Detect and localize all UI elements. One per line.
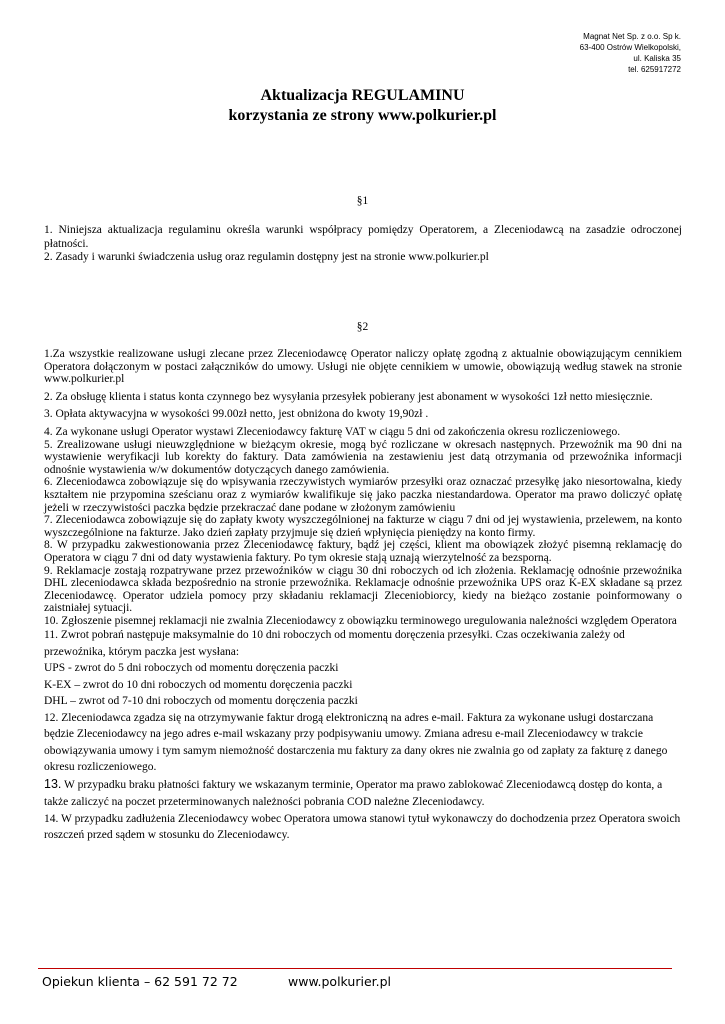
- company-street: ul. Kaliska 35: [633, 54, 681, 63]
- section-2-point-13: [44, 776, 682, 811]
- company-name: Magnat Net Sp. z o.o. Sp k.: [583, 32, 681, 41]
- section-2-point-6: 6. Zleceniodawca zobowiązuje się do wpisywania rzeczywistych wymiarów przesyłki oraz oznaczać przesyłkę jako niesortowalna, kiedy kształtem nie przypomina sześcianu oraz z wymiarów kwalifikuje się jako paczka niestandardowa. Operator ma prawo doliczyć opłatę jeżeli w rzeczywistości paczka będzie przekraczać dane podane w złożonym zamówieniu: [44, 476, 682, 514]
- title-line-2: korzystania ze strony www.polkurier.pl: [228, 107, 497, 124]
- section-2-point-2: 2. Za obsługę klienta i status konta czynnego bez wysyłania przesyłek pobierany jest abonament w wysokości 1zł netto miesięcznie.: [44, 390, 653, 403]
- return-ups: UPS - zwrot do 5 dni roboczych od momentu doręczenia paczki: [44, 662, 339, 675]
- section-2-point-10: 10. Zgłoszenie pisemnej reklamacji nie zwalnia Zleceniodawcy z obowiązku terminowego uregulowania należności względem Operatora: [44, 614, 677, 627]
- company-city: 63-400 Ostrów Wielkopolski,: [579, 43, 681, 52]
- section-2-point-3: 3. Opłata aktywacyjna w wysokości 99.00zł netto, jest obniżona do kwoty 19,90zł .: [44, 408, 429, 421]
- section-2-body: [44, 348, 682, 844]
- return-dhl: DHL – zwrot od 7-10 dni roboczych od momentu doręczenia paczki: [44, 695, 358, 708]
- section-2-point-11: 11. Zwrot pobrań następuje maksymalnie do 10 dni roboczych od momentu doręczenia przesyłki. Czas oczekiwania zależy od przewoźnika, którym paczka jest wysłana:: [44, 629, 625, 658]
- company-address: [580, 31, 681, 75]
- section-2-point-7: 7. Zleceniodawca zobowiązuje się do zapłaty kwoty wyszczególnionej na fakturze w ciągu 7 dni od jej wystawienia, przelewem, na konto wyszczególnione na fakturze. Jako dzień zapłaty przyjmuje się dzień wpłynięcia pieniędzy na konto firmy.: [44, 514, 682, 539]
- section-2-point-9: 9. Reklamacje zostają rozpatrywane przez przewoźników w ciągu 30 dni roboczych od ich złożenia. Reklamację odnośnie przewoźnika DHL zleceniodawca składa bezpośrednio na stronie przewoźnika. Reklamacje odnośnie przewoźnika UPS oraz K-EX składane są przez Zleceniodawcę. Operator udziela pomocy przy składaniu reklamacji Zleceniobiorcy, kiedy na bieżąco zostanie poinformowany o zaistniałej sytuacji.: [44, 564, 682, 615]
- section-2-point-4: 4. Za wykonane usługi Operator wystawi Zleceniodawcy fakturę VAT w ciągu 5 dni od zakończenia okresu rozliczeniowego.: [44, 425, 621, 438]
- point-13-number: 13.: [44, 776, 62, 791]
- footer-website-link[interactable]: www.polkurier.pl: [288, 974, 392, 989]
- company-phone: tel. 625917272: [628, 65, 681, 74]
- section-2-point-5: 5. Zrealizowane usługi nieuwzględnione w bieżącym okresie, mogą być rozliczane w okresach następnych. Przewoźnik ma 90 dni na wystawienie weryfikacji lub korekty do faktury. Data zamówienia na zestawieniu jest datą otrzymania od przewoźnika informacji odnośnie wystawienia w/w dokumentów dotyczących danego zamówienia.: [44, 438, 682, 476]
- footer-contact: Opiekun klienta – 62 591 72 72: [42, 974, 238, 989]
- section-2-point-12: 12. Zleceniodawca zgadza się na otrzymywanie faktur drogą elektroniczną na adres e-mail. Faktura za wykonane usługi dostarczana będzie Zleceniodawcy na jego adres e-mail wskazany przy podpisywaniu umowy. Zmiana adresu e-mail Zleceniodawcy w trakcie obowiązywania umowy i tym samym niemożność dostarczenia mu faktury za dany okres nie zwalnia go od zapłaty za fakturę z danego okresu rozliczeniowego.: [44, 711, 668, 774]
- footer: [42, 974, 392, 989]
- section-1-point-2: 2. Zasady i warunki świadczenia usług oraz regulamin dostępny jest na stronie www.polkurier.pl: [44, 251, 489, 264]
- title-line-1: Aktualizacja REGULAMINU: [260, 87, 465, 104]
- document-title: [0, 86, 725, 126]
- footer-divider: [38, 968, 672, 969]
- section-1-body: [44, 224, 682, 265]
- point-13-text: W przypadku braku płatności faktury we wskazanym terminie, Operator ma prawo zablokować Zleceniodawcą dostęp do konta, a także zaliczyć na poczet przeterminowanych należności pobrania COD należne Zleceniodawcy.: [44, 778, 663, 808]
- section-2-point-8: 8. W przypadku zakwestionowania przez Zleceniodawcę faktury, bądź jej części, klient ma obowiązek złożyć pisemną reklamację do Operatora w ciągu 7 dni od daty wystawienia faktury. Po tym okresie stają uznają wierzytelność za bezsporną.: [44, 539, 682, 564]
- section-2-point-1: 1.Za wszystkie realizowane usługi zlecane przez Zleceniodawcę Operator naliczy opłatę zgodną z aktualnie obowiązującym cennikiem Operatora dołączonym w postaci załączników do umowy. Usługi nie objęte cennikiem w umowie, obowiązują według stawek na stronie www.polkurier.pl: [44, 348, 682, 386]
- return-kex: K-EX – zwrot do 10 dni roboczych od momentu doręczenia paczki: [44, 678, 353, 691]
- section-1-heading: §1: [356, 195, 369, 207]
- section-1-point-1: 1. Niniejsza aktualizacja regulaminu określa warunki współpracy pomiędzy Operatorem, a Zleceniodawcą na zasadzie odroczonej płatności.: [44, 224, 682, 250]
- section-2-point-14: 14. W przypadku zadłużenia Zleceniodawcy wobec Operatora umowa stanowi tytuł wykonawczy do dochodzenia przez Operatora swoich roszczeń przed sądem w stosunku do Zleceniodawcy.: [44, 812, 681, 842]
- section-2-heading: §2: [356, 321, 369, 333]
